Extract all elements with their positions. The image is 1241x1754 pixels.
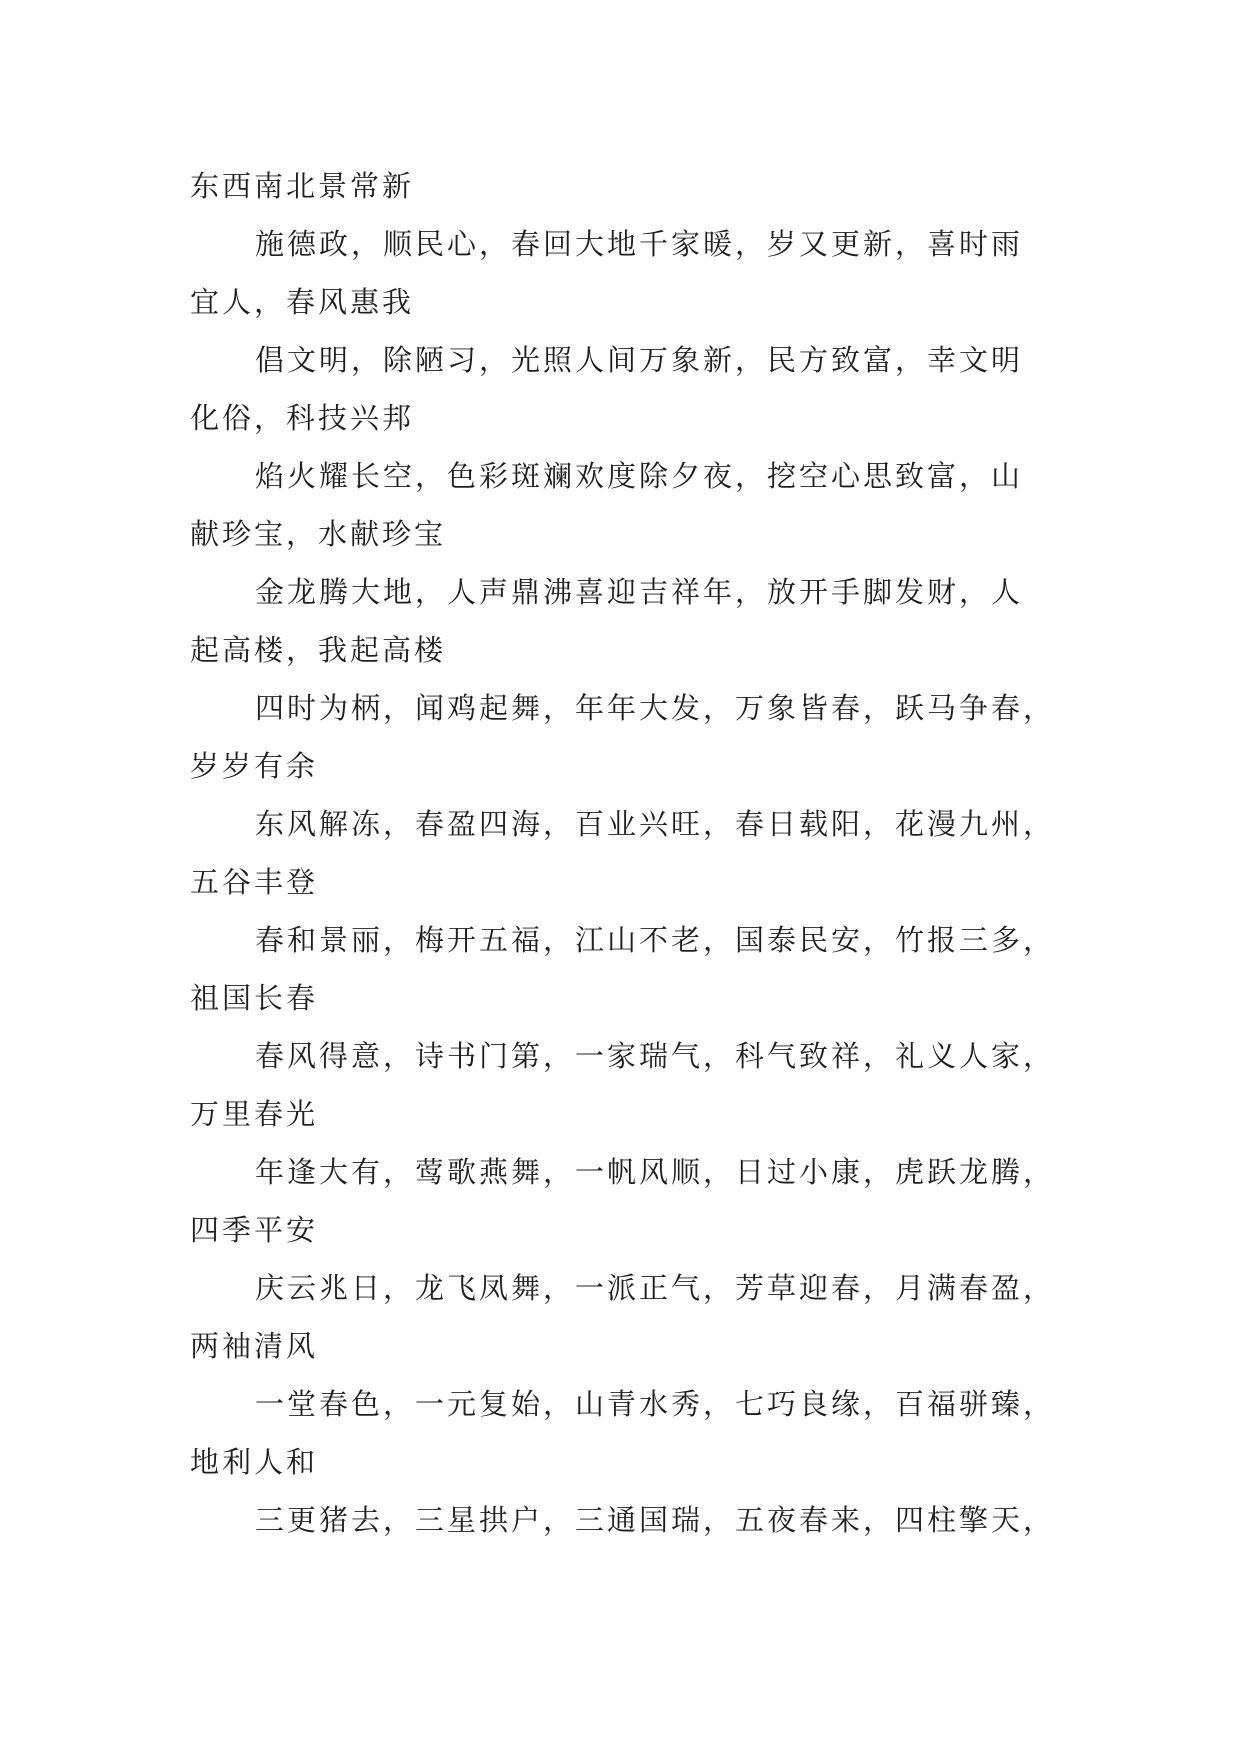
text-line: 五谷丰登: [190, 865, 319, 899]
text-line: 化俗，科技兴邦: [190, 401, 415, 435]
paragraph-line: 焰火耀长空，色彩斑斓欢度除夕夜，挖空心思致富，山: [255, 459, 1024, 493]
text-line: 岁岁有余: [190, 749, 319, 783]
text-line: 东西南北景常新: [190, 169, 415, 203]
text-line: 两袖清风: [190, 1329, 319, 1363]
text-line: 起高楼，我起高楼: [190, 633, 447, 667]
paragraph-line: 庆云兆日，龙飞凤舞，一派正气，芳草迎春，月满春盈，: [255, 1271, 1056, 1305]
paragraph-line: 三更猪去，三星拱户，三通国瑞，五夜春来，四柱擎天，: [255, 1503, 1056, 1537]
text-line: 献珍宝，水献珍宝: [190, 517, 447, 551]
paragraph-line: 年逢大有，莺歌燕舞，一帆风顺，日过小康，虎跃龙腾，: [255, 1155, 1056, 1189]
paragraph-line: 春和景丽，梅开五福，江山不老，国泰民安，竹报三多，: [255, 923, 1056, 957]
paragraph-line: 一堂春色，一元复始，山青水秀，七巧良缘，百福骈臻，: [255, 1387, 1056, 1421]
text-line: 宜人，春风惠我: [190, 285, 415, 319]
paragraph-line: 东风解冻，春盈四海，百业兴旺，春日载阳，花漫九州，: [255, 807, 1056, 841]
paragraph-line: 金龙腾大地，人声鼎沸喜迎吉祥年，放开手脚发财，人: [255, 575, 1024, 609]
paragraph-line: 施德政，顺民心，春回大地千家暖，岁又更新，喜时雨: [255, 227, 1024, 261]
text-line: 四季平安: [190, 1213, 319, 1247]
text-line: 祖国长春: [190, 981, 319, 1015]
paragraph-line: 春风得意，诗书门第，一家瑞气，科气致祥，礼义人家，: [255, 1039, 1056, 1073]
text-line: 地利人和: [190, 1445, 319, 1479]
text-line: 万里春光: [190, 1097, 319, 1131]
paragraph-line: 倡文明，除陋习，光照人间万象新，民方致富，幸文明: [255, 343, 1024, 377]
paragraph-line: 四时为柄，闻鸡起舞，年年大发，万象皆春，跃马争春，: [255, 691, 1056, 725]
